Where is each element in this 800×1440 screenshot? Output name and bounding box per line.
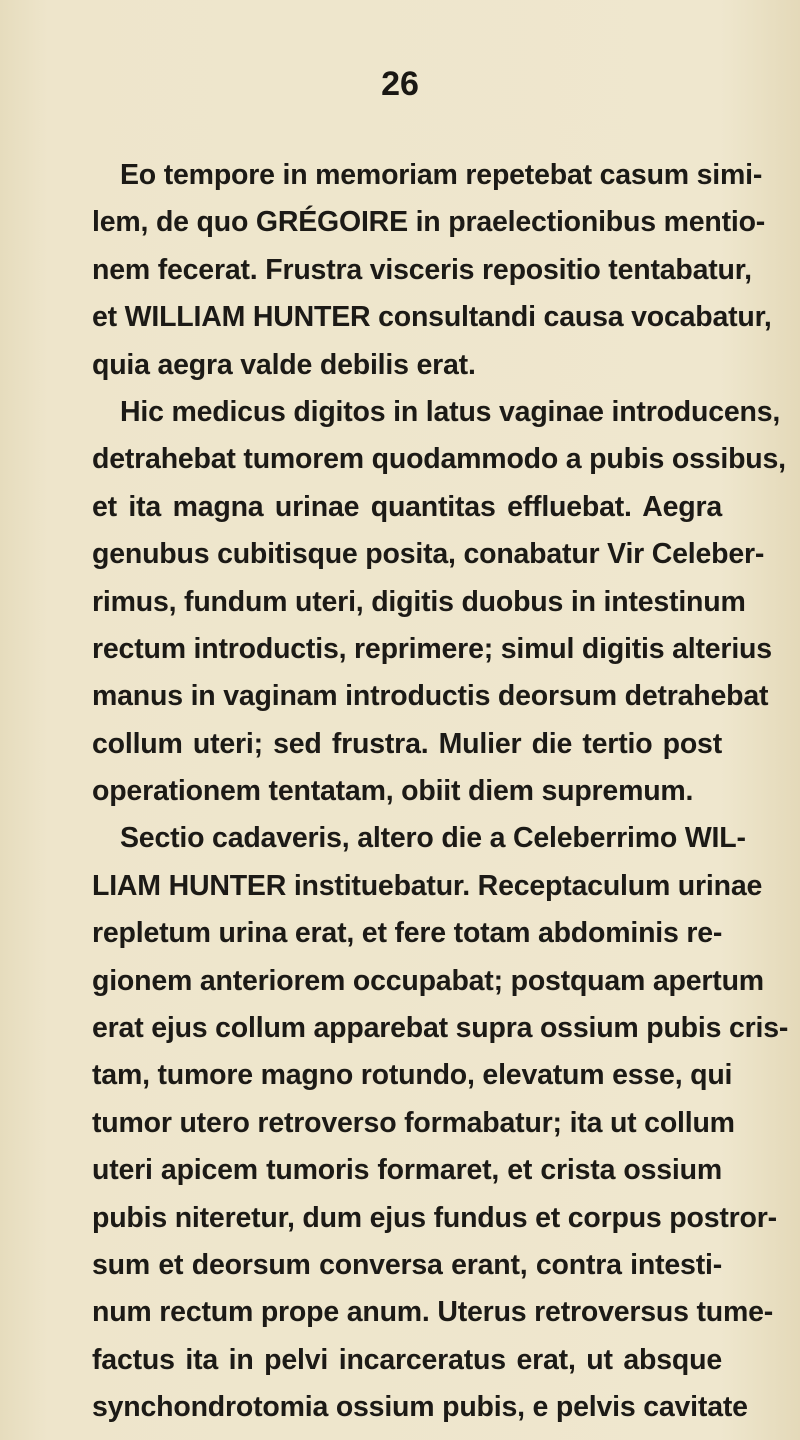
body-text — [92, 152, 789, 1432]
text-line: uteri apicem tumoris formaret, et crista ossium — [92, 1154, 722, 1187]
text-line: detrahebat tumorem quodammodo a pubis ossibus, — [92, 443, 786, 476]
text-line: Sectio cadaveris, altero die a Celeberrimo WIL- — [120, 822, 746, 855]
text-line: quia aegra valde debilis erat. — [92, 348, 476, 381]
text-line: nem fecerat. Frustra visceris repositio tentabatur, — [92, 253, 752, 286]
text-line: collum uteri; sed frustra. Mulier die tertio post — [92, 727, 722, 760]
page-number: 26 — [381, 65, 419, 103]
text-line: tumor utero retroverso formabatur; ita ut collum — [92, 1106, 735, 1139]
text-line: Hic medicus digitos in latus vaginae introducens, — [120, 395, 781, 428]
text-line: Eo tempore in memoriam repetebat casum simi- — [120, 159, 763, 191]
text-line: LIAM HUNTER instituebatur. Receptaculum urinae — [92, 869, 763, 902]
text-line: synchondrotomia ossium pubis, e pelvis cavitate — [92, 1391, 748, 1424]
text-line: rimus, fundum uteri, digitis duobus in intestinum — [92, 585, 746, 618]
text-line: et ita magna urinae quantitas effluebat. Aegra — [92, 490, 722, 523]
text-line: et WILLIAM HUNTER consultandi causa vocabatur, — [92, 301, 772, 334]
text-line: lem, de quo GRÉGOIRE in praelectionibus mentio- — [92, 206, 766, 239]
text-line: rectum introductis, reprimere; simul digitis alterius — [92, 632, 772, 665]
text-line: manus in vaginam introductis deorsum detrahebat — [92, 680, 769, 713]
text-line: tam, tumore magno rotundo, elevatum esse, qui — [92, 1059, 733, 1092]
text-line: sum et deorsum conversa erant, contra intesti- — [92, 1248, 722, 1281]
text-line: erat ejus collum apparebat supra ossium pubis cris- — [92, 1012, 789, 1045]
text-line: num rectum prope anum. Uterus retroversus tume- — [92, 1296, 774, 1329]
text-line: factus ita in pelvi incarceratus erat, ut absque — [92, 1343, 722, 1376]
text-line: pubis niteretur, dum ejus fundus et corpus postror- — [92, 1201, 777, 1234]
text-line: operationem tentatam, obiit diem supremum. — [92, 775, 694, 808]
text-line: repletum urina erat, et fere totam abdominis re- — [92, 917, 723, 950]
text-line: gionem anteriorem occupabat; postquam apertum — [92, 964, 764, 997]
text-line: genubus cubitisque posita, conabatur Vir Celeber- — [92, 538, 765, 571]
